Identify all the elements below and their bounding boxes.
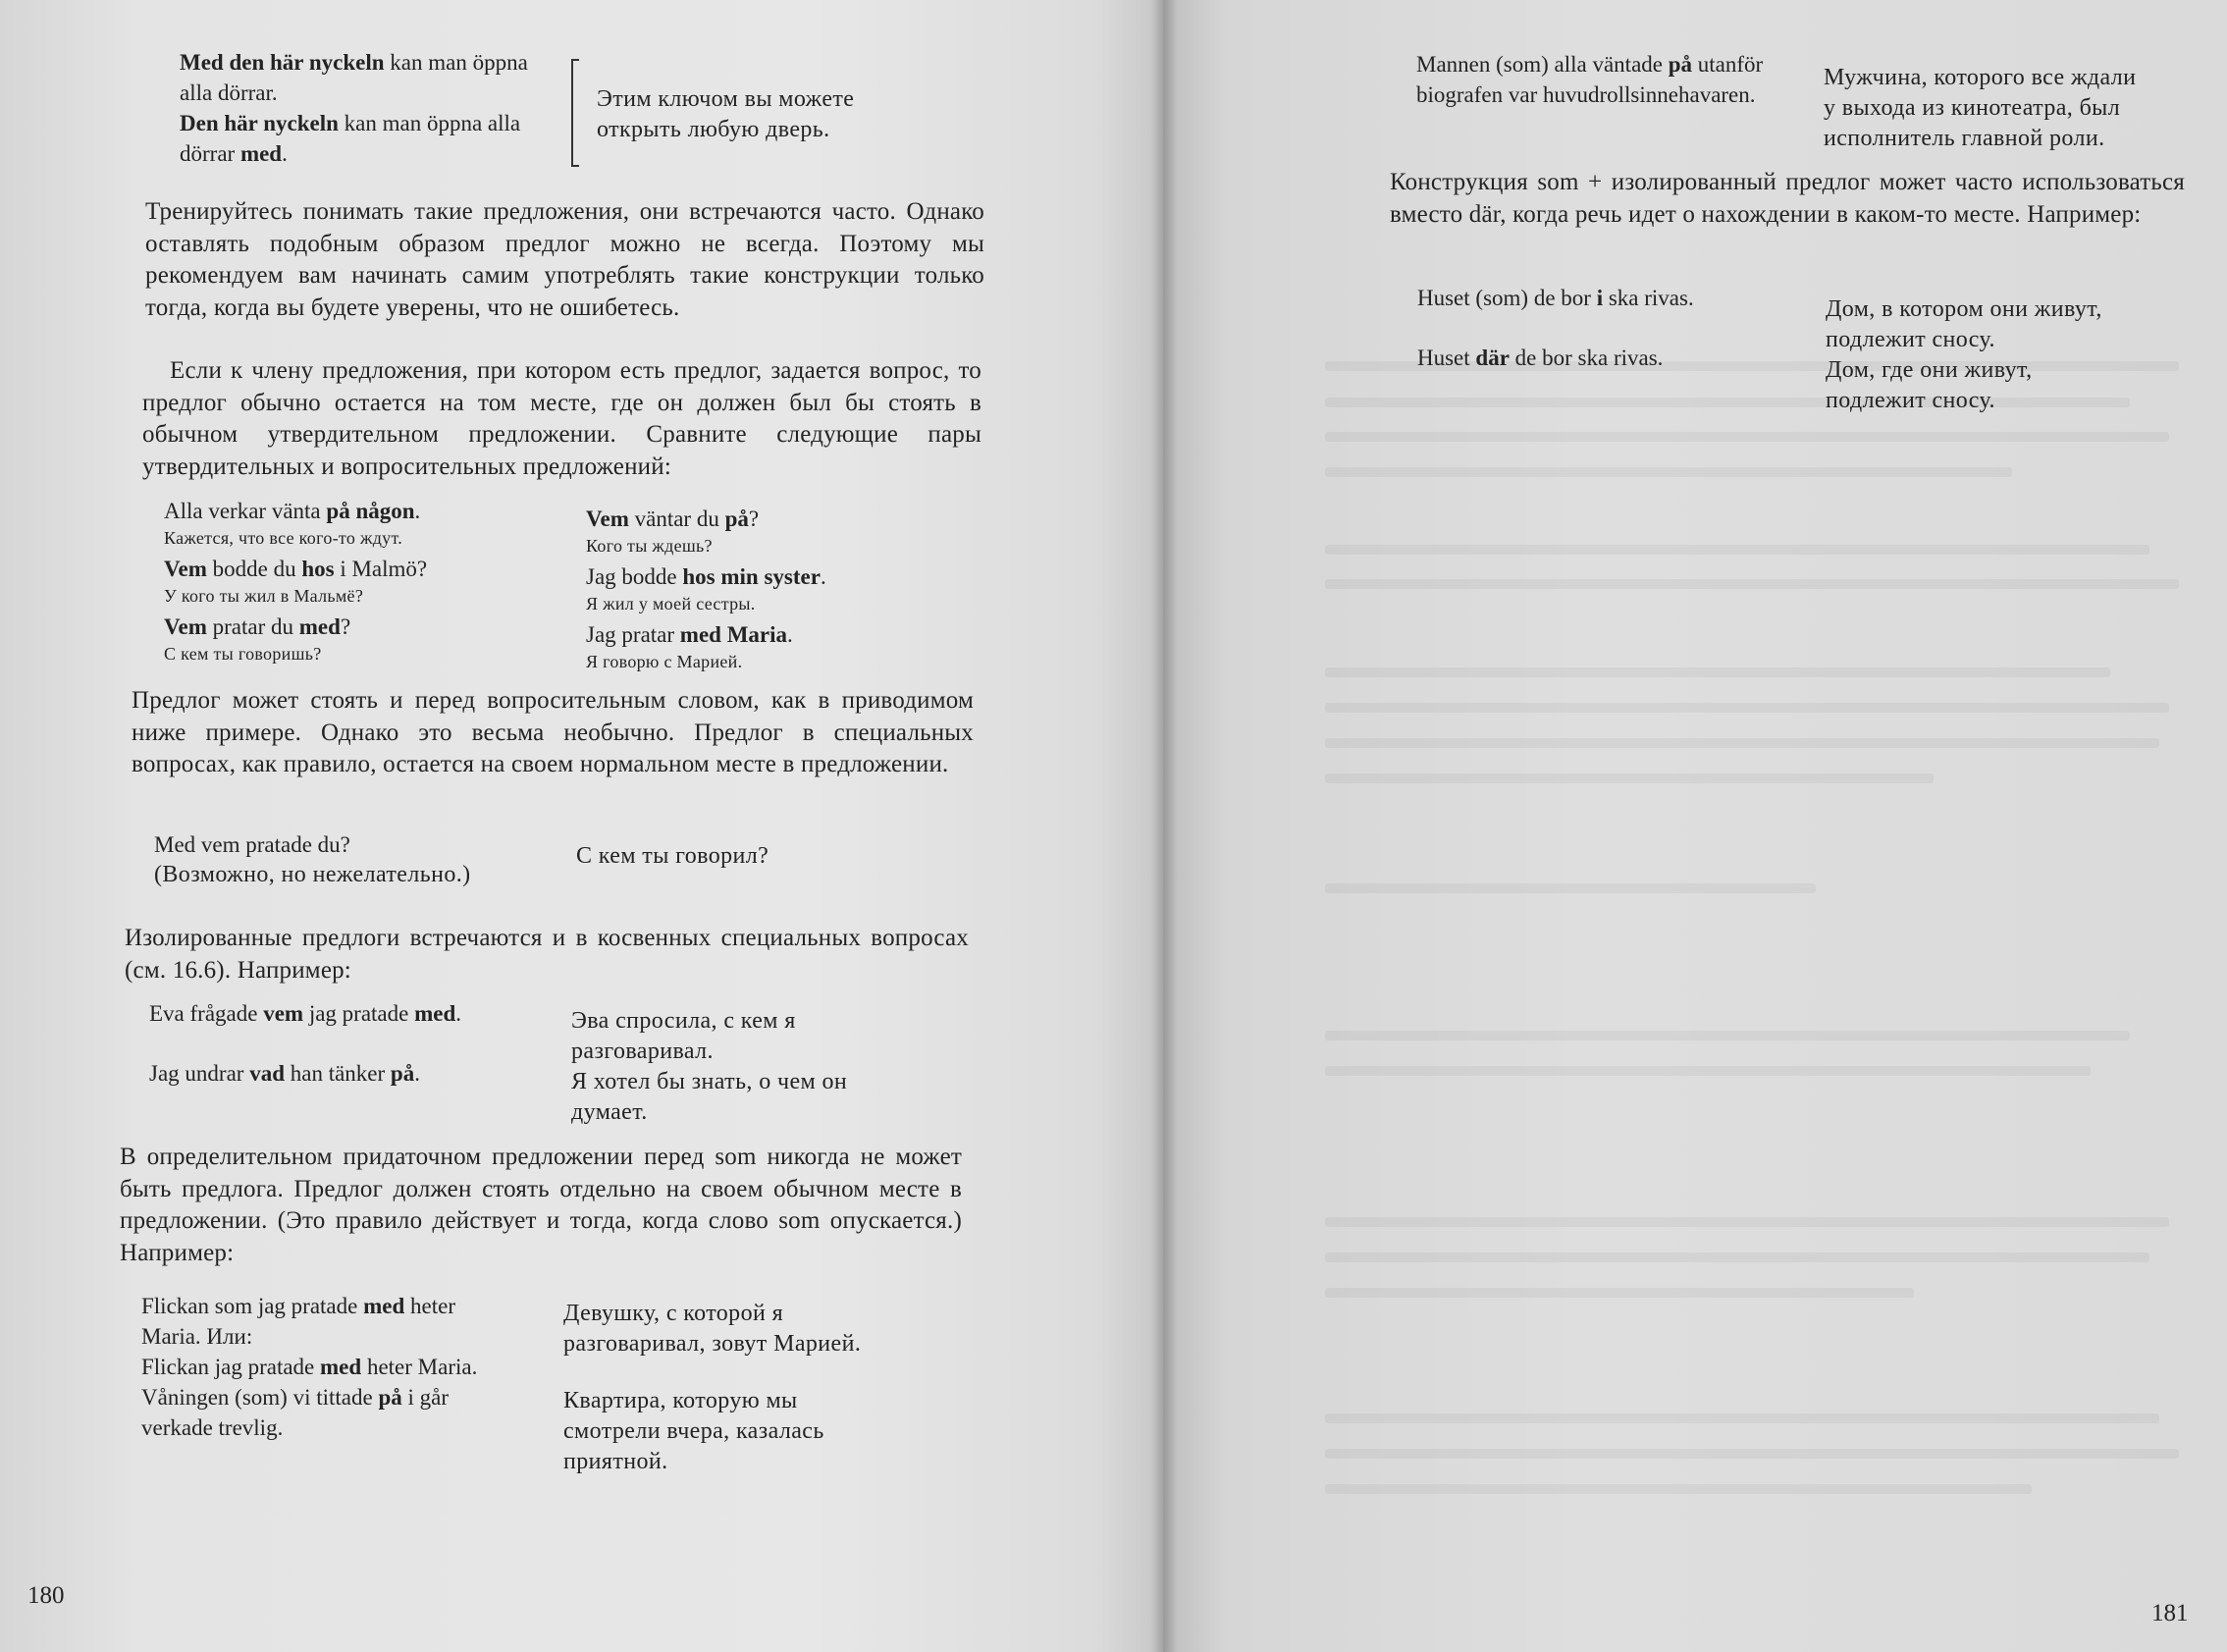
show-through-text <box>1325 1252 2149 1262</box>
example-translation: С кем ты говоришь? <box>164 644 322 664</box>
example-sentence: Vem pratar du med? <box>164 614 351 639</box>
relative-swedish-column: Flickan som jag pratade med heter Maria. Или: Flickan jag pratade med heter Maria. Våningen (som) vi tittade på i går verkade trevlig. <box>141 1294 478 1440</box>
paragraph-som-construction: Конструкция som + изолированный предлог может часто использоваться вместо där, когда речь идет о нахождении в каком-то месте. Например: <box>1390 169 2185 228</box>
example-translation: Кого ты ждешь? <box>586 536 713 556</box>
show-through-text <box>1325 773 1934 783</box>
statement-column <box>164 496 566 666</box>
page-number: 181 <box>2151 1600 2189 1626</box>
show-through-text <box>1325 667 2110 677</box>
bold-phrase: Den här nyckeln <box>180 111 339 135</box>
example-sentence: Jag pratar med Maria. <box>586 622 793 647</box>
example-sentence: Vem väntar du på? <box>586 506 760 531</box>
paragraph-practice: Тренируйтесь понимать такие предложения, они встречаются часто. Однако оставлять подобным образом предлог можно не всегда. Поэтому мы рекомендуем вам начинать самим употреблять такие конструкции только тогда, когда вы будете уверены, что не ошибетесь. <box>145 198 984 321</box>
question-column <box>586 504 979 673</box>
example-sentence: Vem bodde du hos i Malmö? <box>164 557 428 581</box>
show-through-text <box>1325 579 2179 589</box>
show-through-text <box>1325 467 2012 477</box>
paragraph-question-rule: Если к члену предложения, при котором есть предлог, задается вопрос, то предлог обычно остается на том месте, где он должен был бы стоять в обычном утвердительном предложении. Сравните следующие пары утвердительных и вопросительных предложений: <box>142 357 981 480</box>
example-med-vem: Med vem pratade du? (Возможно, но нежелательно.) <box>154 832 471 887</box>
example-translation: Кажется, что все кого-то ждут. <box>164 528 403 548</box>
indirect-russian-column: Эва спросила, с кем я разговаривал. Я хотел бы знать, о чем он думает. <box>571 1008 848 1125</box>
example-sentence: Jag undrar vad han tänker på. <box>149 1061 420 1086</box>
example-translation: Я говорю с Марией. <box>586 652 743 671</box>
show-through-text <box>1325 545 2149 555</box>
show-through-text <box>1325 1031 2130 1040</box>
example-key-swedish: Med den här nyckeln kan man öppna alla dörrar. Den här nyckeln kan man öppna alla dörrar med. <box>180 50 528 166</box>
show-through-text <box>1325 1449 2179 1459</box>
show-through-text <box>1325 1217 2169 1227</box>
paragraph-preposition-before: Предлог может стоять и перед вопросительным словом, как в приводимом ниже примере. Однако это весьма необычно. Предлог в специальных вопросах, как правило, остается на своем нормальном месте в предложении. <box>132 687 974 777</box>
brace-bracket <box>571 59 581 167</box>
example-key-russian: Этим ключом вы можете открыть любую дверь. <box>597 86 855 142</box>
show-through-text <box>1325 883 1816 893</box>
example-huset-russian: Дом, в котором они живут, подлежит сносу. Дом, где они живут, подлежит сносу. <box>1826 296 2102 413</box>
show-through-text <box>1325 1484 2032 1494</box>
example-med-vem-russian: С кем ты говорил? <box>576 843 769 869</box>
paragraph-indirect-questions: Изолированные предлоги встречаются и в косвенных специальных вопросах (см. 16.6). Например: <box>125 925 969 984</box>
indirect-swedish-column <box>149 998 561 1089</box>
book-gutter <box>1150 0 1178 1652</box>
bold-phrase: Med den här nyckeln <box>180 50 385 75</box>
example-mannen-russian: Мужчина, которого все ждали у выхода из кинотеатра, был исполнитель главной роли. <box>1824 65 2137 151</box>
example-sentence: Jag bodde hos min syster. <box>586 564 826 589</box>
show-through-text <box>1325 432 2169 442</box>
example-translation: Я жил у моей сестры. <box>586 594 756 613</box>
example-sentence: Eva frågade vem jag pratade med. <box>149 1001 462 1026</box>
show-through-text <box>1325 1066 2091 1076</box>
paragraph-relative-clause: В определительном придаточном предложении перед som никогда не может быть предлога. Предлог должен стоять отдельно на своем обычном месте в предложении. (Это правило действует и тогда, когда слово som опускается.) Например: <box>120 1144 962 1266</box>
show-through-text <box>1325 1288 1914 1298</box>
show-through-text <box>1325 1413 2159 1423</box>
relative-russian-column: Девушку, с которой я разговаривал, зовут Марией. Квартира, которую мы смотрели вчера, казалась приятной. <box>563 1301 862 1474</box>
example-sentence: Alla verkar vänta på någon. <box>164 499 421 523</box>
page-number: 180 <box>27 1582 65 1609</box>
show-through-text <box>1325 738 2159 748</box>
right-page <box>1163 0 2227 1652</box>
example-translation: У кого ты жил в Мальмё? <box>164 586 364 606</box>
example-mannen-swedish: Mannen (som) alla väntade på utanför biografen var huvudrollsinnehavaren. <box>1416 52 1764 107</box>
example-huset-swedish: Huset (som) de bor i ska rivas. Huset där de bor ska rivas. <box>1417 286 1694 370</box>
show-through-text <box>1325 703 2169 713</box>
